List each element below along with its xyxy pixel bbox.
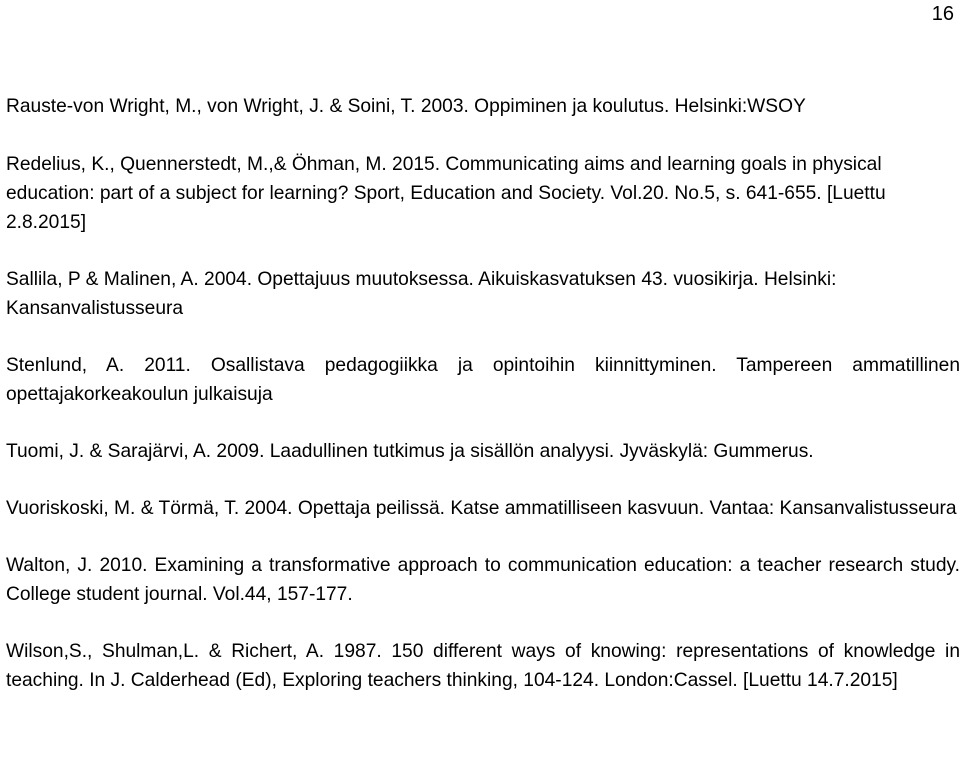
reference-entry: Wilson,S., Shulman,L. & Richert, A. 1987. 150 different ways of knowing: representations of knowledge in teaching. In J. Calderhead (Ed), Exploring teachers thinking, 104-124. London:Cassel. [Luettu 14.7.2015] (6, 641, 960, 691)
page-number: 16 (931, 3, 954, 25)
reference-entry: Vuoriskoski, M. & Törmä, T. 2004. Opettaja peilissä. Katse ammatilliseen kasvuun. Vantaa: Kansanvalistusseura (6, 498, 957, 519)
reference-entry: Stenlund, A. 2011. Osallistava pedagogiikka ja opintoihin kiinnittyminen. Tampereen ammatillinen opettajakorkeakoulun julkaisuja (6, 355, 960, 405)
reference-entry: Tuomi, J. & Sarajärvi, A. 2009. Laadullinen tutkimus ja sisällön analyysi. Jyväskylä: Gummerus. (6, 441, 814, 462)
reference-entry: Redelius, K., Quennerstedt, M.,& Öhman, M. 2015. Communicating aims and learning goals in physical education: part of a subject for learning? Sport, Education and Society. Vol.20. No.5, s. 641-655. [Luettu 2.8.2015] (6, 154, 886, 233)
reference-entry: Rauste-von Wright, M., von Wright, J. & Soini, T. 2003. Oppiminen ja koulutus. Helsinki:WSOY (6, 96, 806, 117)
reference-entry: Walton, J. 2010. Examining a transformative approach to communication education: a teacher research study. College student journal. Vol.44, 157-177. (6, 555, 960, 605)
reference-list (6, 92, 960, 695)
reference-entry: Sallila, P & Malinen, A. 2004. Opettajuus muutoksessa. Aikuiskasvatuksen 43. vuosikirja. Helsinki: Kansanvalistusseura (6, 269, 837, 319)
